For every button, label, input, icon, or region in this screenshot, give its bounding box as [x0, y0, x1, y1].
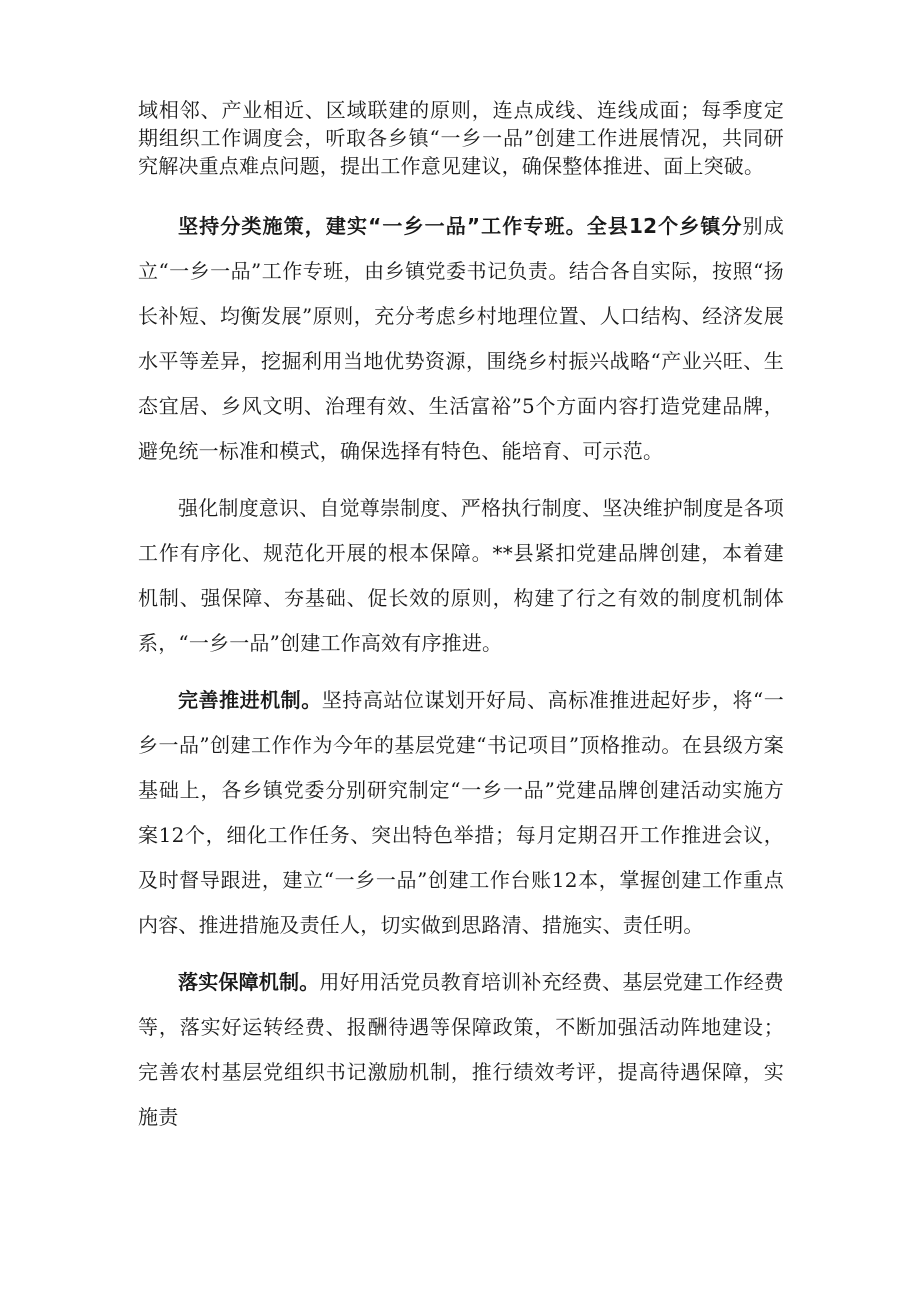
- paragraph-lead-title: 完善推进机制。: [178, 688, 322, 712]
- paragraph-lead-title: 坚持分类施策，建实“一乡一品”工作专班。全县12个乡镇分: [178, 214, 743, 238]
- paragraph-guarantee-mechanism: [138, 960, 784, 1140]
- paragraph-text: 坚持高站位谋划开好局、高标准推进起好步，将“一乡一品”创建工作作为今年的基层党建“书记项目”顶格推动。在县级方案基础上，各乡镇党委分别研究制定“一乡一品”党建品牌创建活动实施方案12个，细化工作任务、突出特色举措；每月定期召开工作推进会议，及时督导跟进，建立“一乡一品”创建工作台账12本，掌握创建工作重点内容、推进措施及责任人，切实做到思路清、措施实、责任明。: [138, 688, 784, 937]
- paragraph-continuation: [138, 96, 784, 180]
- paragraph-text: 别成立“一乡一品”工作专班，由乡镇党委书记负责。结合各自实际，按照“扬长补短、均衡发展”原则，充分考虑乡村地理位置、人口结构、经济发展水平等差异，挖掘利用当地优势资源，围绕乡村振兴战略“产业兴旺、生态宜居、乡风文明、治理有效、生活富裕”5个方面内容打造党建品牌，避免统一标准和模式，确保选择有特色、能培育、可示范。: [138, 214, 784, 463]
- paragraph-promotion-mechanism: [138, 678, 784, 948]
- paragraph-institution-awareness: [138, 486, 784, 666]
- document-page: [138, 96, 784, 1152]
- paragraph-text: 强化制度意识、自觉尊崇制度、严格执行制度、坚决维护制度是各项工作有序化、规范化开展的根本保障。**县紧扣党建品牌创建，本着建机制、强保障、夯基础、促长效的原则，构建了行之有效的制度机制体系，“一乡一品”创建工作高效有序推进。: [138, 496, 784, 655]
- paragraph-classified-policy: [138, 204, 784, 474]
- paragraph-text: 域相邻、产业相近、区域联建的原则，连点成线、连线成面；每季度定期组织工作调度会，听取各乡镇“一乡一品”创建工作进展情况，共同研究解决重点难点问题，提出工作意见建议，确保整体推进、面上突破。: [138, 98, 784, 178]
- paragraph-text: 用好用活党员教育培训补充经费、基层党建工作经费等，落实好运转经费、报酬待遇等保障政策，不断加强活动阵地建设；完善农村基层党组织书记激励机制，推行绩效考评，提高待遇保障，实施责: [138, 970, 785, 1129]
- paragraph-lead-title: 落实保障机制。: [178, 970, 320, 994]
